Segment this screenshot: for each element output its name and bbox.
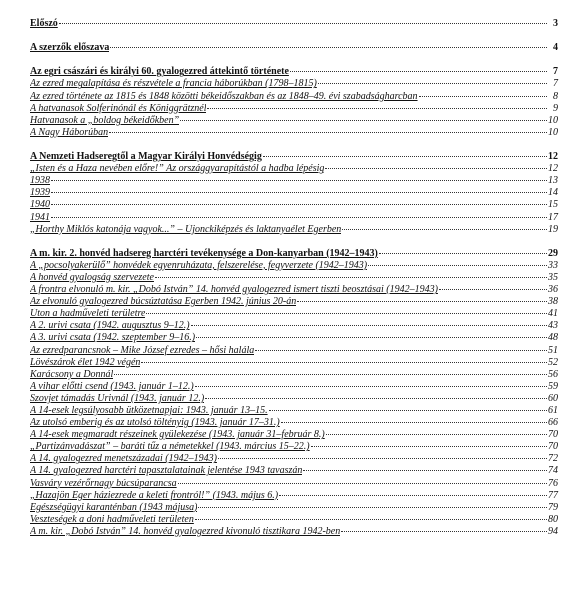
toc-entry-page: 29 xyxy=(548,247,558,259)
toc-entry[interactable] xyxy=(30,393,558,405)
toc-entry-page: 41 xyxy=(548,308,558,320)
toc-entry-title: „Hazajön Eger háziezrede a keleti frontról!” (1943. május 6.) xyxy=(30,489,279,501)
toc-entry-title: Az utolsó emberig és az utolsó töltényig (1943. január 17–31.) xyxy=(30,417,280,429)
toc-entry-page: 12 xyxy=(548,163,558,175)
toc-entry-page: 77 xyxy=(548,489,558,501)
dot-leader xyxy=(114,374,547,375)
toc-entry-title: 1941 xyxy=(30,211,50,223)
toc-entry-title: Lövészárok élet 1942 végén xyxy=(30,356,141,368)
toc-entry[interactable] xyxy=(30,490,558,502)
toc-entry[interactable] xyxy=(30,163,558,175)
toc-entry[interactable] xyxy=(30,212,558,224)
toc-entry-page: 61 xyxy=(548,405,558,416)
dot-leader xyxy=(195,519,547,520)
toc-entry[interactable] xyxy=(30,42,558,54)
dot-leader xyxy=(281,422,547,423)
section-gap xyxy=(30,139,558,151)
toc-entry-title: „Partizánvadászat” – baráti tűz a németekkel (1943. március 15–22.) xyxy=(30,441,310,453)
toc-entry[interactable] xyxy=(30,502,558,514)
toc-entry[interactable] xyxy=(30,320,558,332)
dot-leader xyxy=(141,362,547,363)
dot-leader xyxy=(51,204,547,205)
toc-entry-page: 94 xyxy=(548,525,558,537)
section-gap xyxy=(30,30,558,42)
dot-leader xyxy=(198,507,547,508)
dot-leader xyxy=(51,192,547,193)
toc-entry[interactable] xyxy=(30,308,558,320)
toc-entry[interactable] xyxy=(30,332,558,344)
dot-leader xyxy=(196,337,547,338)
dot-leader xyxy=(110,47,547,48)
toc-entry-page: 70 xyxy=(548,429,558,441)
toc-entry-title: Veszteségek a doni hadműveleti területen xyxy=(30,513,194,525)
table-of-contents xyxy=(30,18,558,538)
toc-entry[interactable] xyxy=(30,514,558,526)
toc-entry-title: A m. kir. „Dobó István” 14. honvéd gyalogezred kivonuló tisztikara 1942-ben xyxy=(30,525,341,537)
toc-entry[interactable] xyxy=(30,187,558,199)
toc-entry-page: 8 xyxy=(553,90,558,102)
toc-entry-page: 35 xyxy=(548,271,558,283)
toc-entry[interactable] xyxy=(30,18,558,30)
toc-entry-title: A vihar előtti csend (1943. január 1–12.) xyxy=(30,380,194,392)
dot-leader xyxy=(368,265,547,266)
toc-entry[interactable] xyxy=(30,91,558,103)
dot-leader xyxy=(255,350,547,351)
toc-entry-page: 51 xyxy=(548,344,558,356)
dot-leader xyxy=(59,23,547,24)
toc-entry-title: A Nemzeti Hadseregtől a Magyar Királyi Honvédségig xyxy=(30,151,262,163)
toc-entry-title: Az ezred története az 1815 és 1848 közötti békeidőszakban és az 1848–49. évi szabadságharcban xyxy=(30,90,418,102)
toc-entry-page: 7 xyxy=(553,66,558,78)
toc-entry-page: 17 xyxy=(548,211,558,223)
dot-leader xyxy=(180,120,547,121)
dot-leader xyxy=(263,156,547,157)
toc-entry-page: 48 xyxy=(548,332,558,344)
toc-entry[interactable] xyxy=(30,369,558,381)
toc-entry-title: A 2. urivi csata (1942. augusztus 9–12.) xyxy=(30,320,190,332)
toc-entry-title: 1940 xyxy=(30,199,50,211)
toc-entry-page: 13 xyxy=(548,175,558,187)
toc-entry-page: 66 xyxy=(548,417,558,429)
dot-leader xyxy=(341,531,547,532)
toc-entry-page: 7 xyxy=(553,78,558,90)
dot-leader xyxy=(318,83,547,84)
toc-entry[interactable] xyxy=(30,441,558,453)
dot-leader xyxy=(297,301,547,302)
dot-leader xyxy=(279,495,547,496)
toc-entry[interactable] xyxy=(30,103,558,115)
dot-leader xyxy=(155,277,547,278)
toc-entry-page: 43 xyxy=(548,320,558,332)
toc-entry-title: A „pocsolyakerülő” honvédek egyenruházata, felszerelése, fegyverzete (1942–1943) xyxy=(30,259,368,271)
dot-leader xyxy=(146,313,547,314)
toc-entry-page: 10 xyxy=(548,126,558,138)
dot-leader xyxy=(178,483,547,484)
dot-leader xyxy=(109,132,547,133)
toc-entry-page: 56 xyxy=(548,368,558,380)
toc-entry[interactable] xyxy=(30,284,558,296)
toc-entry[interactable] xyxy=(30,405,558,417)
toc-entry[interactable] xyxy=(30,248,558,260)
toc-entry[interactable] xyxy=(30,151,558,163)
toc-entry[interactable] xyxy=(30,453,558,465)
dot-leader xyxy=(439,289,547,290)
toc-entry-page: 15 xyxy=(548,199,558,211)
toc-entry[interactable] xyxy=(30,115,558,127)
toc-entry-title: A 3. urivi csata (1942. szeptember 9–16.) xyxy=(30,332,196,344)
toc-entry-page: 12 xyxy=(548,151,558,163)
toc-entry[interactable] xyxy=(30,66,558,78)
toc-entry-page: 4 xyxy=(553,42,558,54)
toc-entry-page: 33 xyxy=(548,259,558,271)
toc-entry-title: Vasváry vezérőrnagy búcsúparancsa xyxy=(30,477,177,489)
toc-entry[interactable] xyxy=(30,224,558,236)
toc-entry-page: 70 xyxy=(548,441,558,453)
toc-entry-page: 52 xyxy=(548,356,558,368)
toc-entry-title: Hatvanasok a „boldog békeidőkben” xyxy=(30,114,180,126)
toc-entry-page: 60 xyxy=(548,392,558,404)
dot-leader xyxy=(207,108,547,109)
dot-leader xyxy=(205,398,547,399)
toc-entry[interactable] xyxy=(30,199,558,211)
toc-entry-title: Szovjet támadás Urivnál (1943. január 12.) xyxy=(30,392,205,404)
toc-entry-page: 3 xyxy=(553,18,558,29)
toc-entry[interactable] xyxy=(30,78,558,90)
toc-entry-title: Előszó xyxy=(30,18,58,29)
dot-leader xyxy=(379,253,547,254)
toc-entry-page: 79 xyxy=(548,501,558,513)
dot-leader xyxy=(191,325,547,326)
toc-entry-title: A honvéd gyalogság szervezete xyxy=(30,271,154,283)
toc-entry-title: Az ezred megalapítása és részvétele a francia háborúkban (1798–1815) xyxy=(30,78,317,90)
toc-entry-page: 38 xyxy=(548,296,558,308)
toc-entry-page: 72 xyxy=(548,453,558,465)
toc-entry[interactable] xyxy=(30,357,558,369)
dot-leader xyxy=(342,229,547,230)
dot-leader xyxy=(303,470,547,471)
dot-leader xyxy=(311,446,547,447)
section-gap xyxy=(30,54,558,66)
toc-entry-title: A 14. gyalogezred harctéri tapasztalatainak jelentése 1943 tavaszán xyxy=(30,465,303,477)
dot-leader xyxy=(51,217,547,218)
toc-entry-title: „Isten és a Haza nevében előre!” Az országgyarapítástól a hadba lépésig xyxy=(30,163,325,175)
toc-entry-title: „Horthy Miklós katonája vagyok...” – Újonckiképzés és laktanyaélet Egerben xyxy=(30,223,342,235)
toc-entry-title: A frontra elvonuló m. kir. „Dobó István” 14. honvéd gyalogezred ismert tiszti beosztásai (1942–1943) xyxy=(30,284,438,296)
toc-entry-title: 1938 xyxy=(30,175,50,187)
toc-entry-title: A hatvanasok Solferinónál és Königgrätznél xyxy=(30,102,207,114)
dot-leader xyxy=(419,96,547,97)
toc-entry-title: Az elvonuló gyalogezred búcsúztatása Egerben 1942. június 20-án xyxy=(30,296,297,308)
toc-entry-title: A 14-esek legsúlyosabb ütközetnapjai: 1943. január 13–15. xyxy=(30,405,268,416)
dot-leader xyxy=(290,71,547,72)
toc-entry-page: 74 xyxy=(548,465,558,477)
toc-entry-title: Egészségügyi karanténban (1943 májusa) xyxy=(30,501,198,513)
section-gap xyxy=(30,236,558,248)
toc-entry[interactable] xyxy=(30,429,558,441)
toc-entry[interactable] xyxy=(30,526,558,538)
toc-entry-title: A Nagy Háborúban xyxy=(30,126,109,138)
dot-leader xyxy=(269,410,547,411)
dot-leader xyxy=(51,180,547,181)
toc-entry-page: 10 xyxy=(548,114,558,126)
toc-entry-page: 76 xyxy=(548,477,558,489)
toc-entry-page: 59 xyxy=(548,380,558,392)
dot-leader xyxy=(218,458,547,459)
toc-entry-page: 36 xyxy=(548,284,558,296)
toc-entry-title: A 14-esek megmaradt részeinek gyülekezése (1943. január 31–február 8.) xyxy=(30,429,325,441)
toc-entry[interactable] xyxy=(30,478,558,490)
toc-entry[interactable] xyxy=(30,417,558,429)
toc-entry-page: 14 xyxy=(548,187,558,199)
toc-entry-title: Az ezredparancsnok – Mike József ezredes – hősi halála xyxy=(30,344,255,356)
toc-entry-title: A m. kir. 2. honvéd hadsereg harctéri tevékenysége a Don-kanyarban (1942–1943) xyxy=(30,247,378,259)
toc-entry-page: 9 xyxy=(553,102,558,114)
toc-entry-page: 19 xyxy=(548,223,558,235)
toc-entry-title: Karácsony a Donnál xyxy=(30,368,114,380)
toc-entry[interactable] xyxy=(30,345,558,357)
toc-entry-page: 80 xyxy=(548,513,558,525)
toc-entry-title: Úton a hadműveleti területre xyxy=(30,308,146,320)
toc-entry[interactable] xyxy=(30,175,558,187)
toc-entry[interactable] xyxy=(30,127,558,139)
toc-entry-title: 1939 xyxy=(30,187,50,199)
dot-leader xyxy=(326,434,547,435)
toc-entry[interactable] xyxy=(30,260,558,272)
dot-leader xyxy=(325,168,547,169)
toc-entry-title: Az egri császári és királyi 60. gyalogezred áttekintő története xyxy=(30,66,289,78)
toc-entry[interactable] xyxy=(30,381,558,393)
dot-leader xyxy=(195,386,547,387)
toc-entry-title: A szerzők előszava xyxy=(30,42,110,54)
toc-entry[interactable] xyxy=(30,465,558,477)
toc-entry[interactable] xyxy=(30,296,558,308)
toc-entry-title: A 14. gyalogezred menetszázadai (1942–1943) xyxy=(30,453,217,465)
toc-entry[interactable] xyxy=(30,272,558,284)
